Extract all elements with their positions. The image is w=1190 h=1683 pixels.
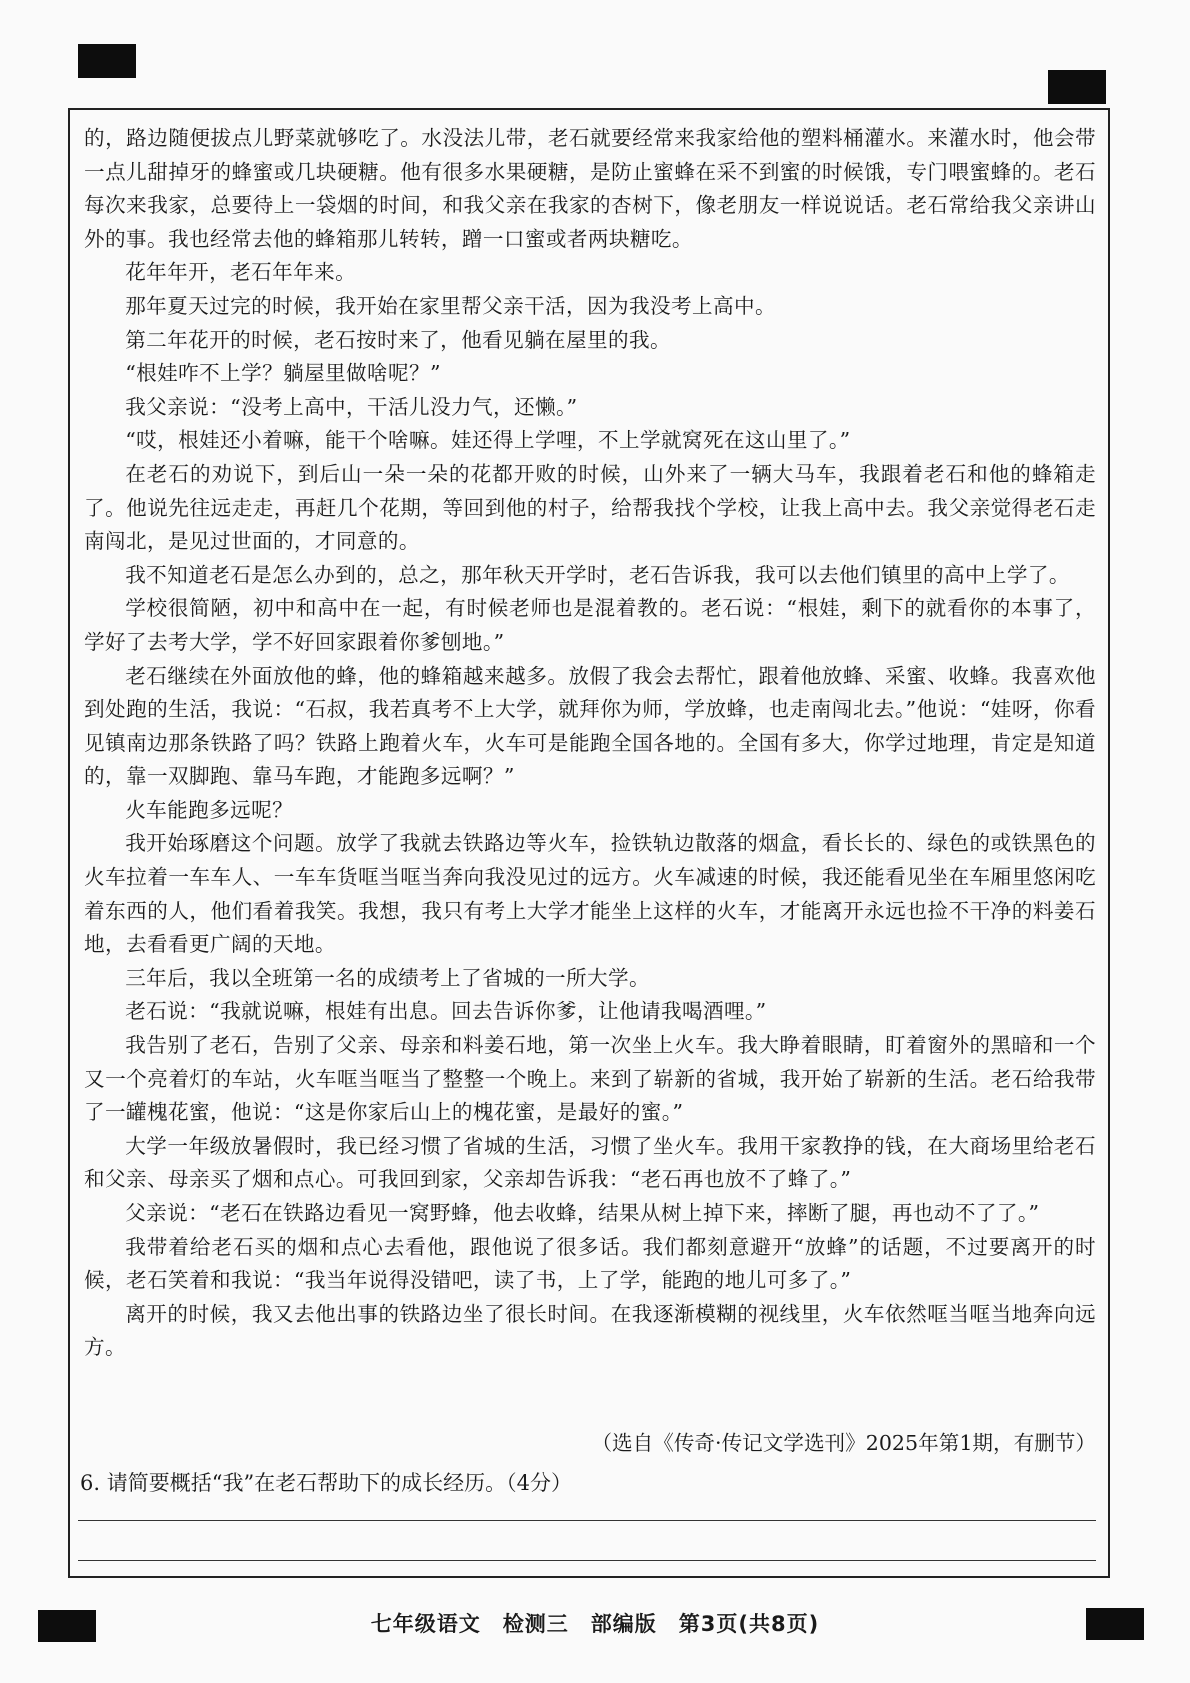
- answer-line[interactable]: [78, 1560, 1096, 1561]
- passage-paragraph: 老石继续在外面放他的蜂，他的蜂箱越来越多。放假了我会去帮忙，跟着他放蜂、采蜜、收蜂。我喜欢他到处跑的生活，我说：“石叔，我若真考不上大学，就拜你为师，学放蜂，也走南闯北去。”他说：“娃呀，你看见镇南边那条铁路了吗？铁路上跑着火车，火车可是能跑全国各地的。全国有多大，你学过地理，肯定是知道的，靠一双脚跑、靠马车跑，才能跑多远啊？”: [84, 663, 1096, 789]
- passage-paragraph: 离开的时候，我又去他出事的铁路边坐了很长时间。在我逐渐模糊的视线里，火车依然哐当哐当地奔向远方。: [84, 1301, 1096, 1360]
- passage-paragraph: 大学一年级放暑假时，我已经习惯了省城的生活，习惯了坐火车。我用干家教挣的钱，在大商场里给老石和父亲、母亲买了烟和点心。可我回到家，父亲却告诉我：“老石再也放不了蜂了。”: [84, 1133, 1096, 1192]
- passage-paragraph: 那年夏天过完的时候，我开始在家里帮父亲干活，因为我没考上高中。: [125, 293, 776, 318]
- passage-paragraph: 火车能跑多远呢？: [125, 797, 294, 822]
- passage-paragraph: “哎，根娃还小着嘛，能干个啥嘛。娃还得上学哩，不上学就窝死在这山里了。”: [125, 428, 851, 453]
- reading-passage: [84, 122, 1096, 1365]
- page-footer: 七年级语文 检测三 部编版 第3页(共8页): [370, 1612, 820, 1636]
- passage-paragraph: 三年后，我以全班第一名的成绩考上了省城的一所大学。: [125, 965, 651, 990]
- passage-paragraph: 父亲说：“老石在铁路边看见一窝野蜂，他去收蜂，结果从树上掉下来，摔断了腿，再也动不了了。”: [125, 1201, 1040, 1225]
- passage-paragraph: 在老石的劝说下，到后山一朵一朵的花都开败的时候，山外来了一辆大马车，我跟着老石和他的蜂箱走了。他说先往远走走，再赶几个花期，等回到他的村子，给帮我找个学校，让我上高中去。我父亲觉得老石走南闯北，是见过世面的，才同意的。: [84, 461, 1096, 554]
- answer-line[interactable]: [78, 1520, 1096, 1521]
- registration-mark-top-left: [78, 44, 136, 78]
- passage-paragraph: “根娃咋不上学？躺屋里做啥呢？”: [125, 361, 441, 386]
- passage-paragraph: 我父亲说：“没考上高中，干活儿没力气，还懒。”: [125, 394, 578, 419]
- passage-paragraph: 我不知道老石是怎么办到的，总之，那年秋天开学时，老石告诉我，我可以去他们镇里的高中上学了。: [125, 562, 1070, 587]
- passage-paragraph: 我告别了老石，告别了父亲、母亲和料姜石地，第一次坐上火车。我大睁着眼睛，盯着窗外的黑暗和一个又一个亮着灯的车站，火车哐当哐当了整整一个晚上。来到了崭新的省城，我开始了崭新的生活。老石给我带了一罐槐花蜜，他说：“这是你家后山上的槐花蜜，是最好的蜜。”: [84, 1033, 1096, 1125]
- registration-mark-top-right: [1048, 70, 1106, 104]
- passage-paragraph: 老石说：“我就说嘛，根娃有出息。回去告诉你爹，让他请我喝酒哩。”: [125, 999, 767, 1024]
- passage-paragraph: 学校很简陋，初中和高中在一起，有时候老师也是混着教的。老石说：“根娃，剩下的就看你的本事了，学好了去考大学，学不好回家跟着你爹刨地。”: [84, 596, 1096, 654]
- passage-paragraph: 第二年花开的时候，老石按时来了，他看见躺在屋里的我。: [125, 327, 672, 352]
- passage-paragraph: 我带着给老石买的烟和点心去看他，跟他说了很多话。我们都刻意避开“放蜂”的话题，不过要离开的时候，老石笑着和我说：“我当年说得没错吧，读了书，上了学，能跑的地儿可多了。”: [84, 1234, 1096, 1293]
- question-6: 6. 请简要概括“我”在老石帮助下的成长经历。（4分）: [80, 1471, 573, 1495]
- passage-paragraph: 我开始琢磨这个问题。放学了我就去铁路边等火车，捡铁轨边散落的烟盒，看长长的、绿色的或铁黑色的火车拉着一车车人、一车车货哐当哐当奔向我没见过的远方。火车减速的时候，我还能看见坐在车厢里悠闲吃着东西的人，他们看着我笑。我想，我只有考上大学才能坐上这样的火车，才能离开永远也捡不干净的料姜石地，去看看更广阔的天地。: [84, 831, 1096, 957]
- passage-paragraph: 花年年开，老石年年来。: [125, 260, 357, 285]
- passage-source: （选自《传奇·传记文学选刊》2025年第1期，有删节）: [591, 1431, 1096, 1455]
- passage-paragraph: 的，路边随便拔点儿野菜就够吃了。水没法儿带，老石就要经常来我家给他的塑料桶灌水。来灌水时，他会带一点儿甜掉牙的蜂蜜或几块硬糖。他有很多水果硬糖，是防止蜜蜂在采不到蜜的时候饿，专门喂蜜蜂的。老石每次来我家，总要待上一袋烟的时间，和我父亲在我家的杏树下，像老朋友一样说说话。老石常给我父亲讲山外的事。我也经常去他的蜂箱那儿转转，蹭一口蜜或者两块糖吃。: [84, 126, 1096, 251]
